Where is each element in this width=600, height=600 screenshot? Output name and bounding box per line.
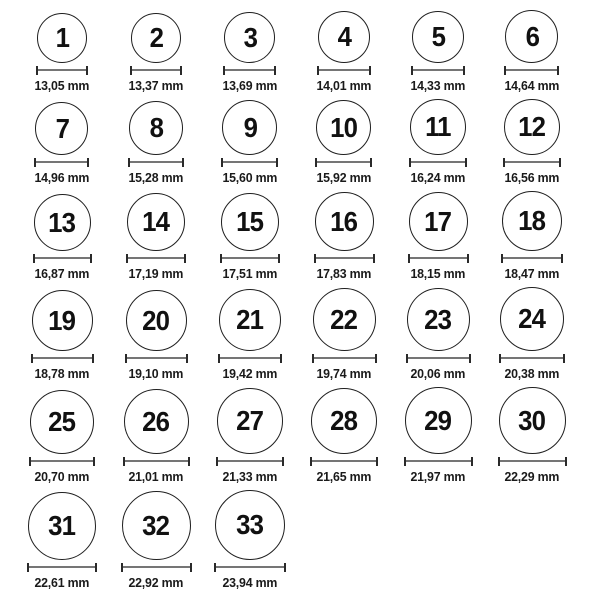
ring-size-number: 3 [243, 21, 257, 53]
ring-size-cell [406, 288, 471, 382]
ring-size-cell [404, 387, 473, 485]
diameter-measure-line [310, 457, 378, 466]
diameter-measure-line [314, 254, 375, 263]
ring-size-number: 4 [337, 21, 351, 52]
diameter-measure-line [33, 254, 92, 263]
ring-size-grid [15, 10, 600, 591]
diameter-label: 22,61 mm [34, 575, 90, 590]
diameter-measure-line [36, 66, 88, 75]
ring-size-cell [125, 290, 188, 382]
ring-size-cell [127, 13, 185, 94]
ring-size-circle [215, 490, 285, 560]
diameter-measure-line [221, 158, 278, 167]
ring-size-number: 19 [48, 304, 76, 336]
ring-size-number: 13 [48, 206, 76, 238]
ring-size-circle [409, 192, 468, 251]
ring-size-circle [34, 194, 91, 251]
ring-size-circle [505, 10, 558, 63]
diameter-label: 16,24 mm [410, 170, 466, 185]
ring-size-cell [312, 288, 377, 382]
diameter-measure-line [125, 354, 188, 363]
diameter-label: 13,05 mm [34, 78, 90, 93]
ring-size-number: 1 [55, 22, 69, 53]
ring-size-number: 29 [424, 404, 452, 436]
ring-size-circle [315, 192, 374, 251]
diameter-measure-line [121, 563, 192, 572]
diameter-measure-line [220, 254, 280, 263]
diameter-label: 16,87 mm [34, 266, 90, 281]
ring-size-number: 2 [149, 22, 163, 53]
ring-size-cell [221, 12, 279, 94]
diameter-measure-line [406, 354, 471, 363]
diameter-label: 13,37 mm [128, 78, 184, 93]
diameter-measure-line [504, 66, 559, 75]
diameter-measure-line [123, 457, 190, 466]
ring-size-number: 31 [48, 510, 76, 541]
ring-size-circle [499, 387, 566, 454]
ring-size-cell [221, 100, 279, 186]
diameter-measure-line [130, 66, 182, 75]
ring-size-number: 27 [236, 405, 264, 436]
ring-size-cell [314, 192, 375, 282]
ring-size-circle [316, 100, 371, 155]
ring-size-circle [412, 11, 464, 63]
ring-size-circle [313, 288, 376, 351]
ring-size-cell [408, 192, 469, 282]
ring-size-cell [27, 492, 97, 591]
diameter-measure-line [128, 158, 184, 167]
diameter-label: 22,29 mm [504, 469, 560, 484]
diameter-measure-line [214, 563, 286, 572]
diameter-label: 21,01 mm [128, 469, 184, 484]
diameter-label: 19,10 mm [128, 366, 184, 381]
ring-size-number: 21 [236, 304, 264, 335]
ring-size-circle [28, 492, 96, 560]
ring-size-number: 7 [55, 112, 69, 144]
diameter-label: 18,47 mm [504, 266, 560, 281]
ring-size-circle [35, 102, 88, 155]
ring-size-number: 10 [330, 111, 358, 143]
diameter-measure-line [31, 354, 94, 363]
diameter-measure-line [499, 354, 565, 363]
ring-size-cell [498, 387, 567, 485]
ring-size-circle [131, 13, 181, 63]
ring-size-number: 9 [243, 111, 257, 143]
diameter-label: 15,60 mm [222, 170, 278, 185]
diameter-label: 17,83 mm [316, 266, 372, 281]
diameter-measure-line [498, 457, 567, 466]
diameter-measure-line [27, 563, 97, 572]
ring-size-circle [221, 193, 279, 251]
ring-size-number: 24 [518, 303, 546, 334]
ring-size-number: 30 [518, 404, 546, 436]
diameter-measure-line [312, 354, 377, 363]
diameter-measure-line [218, 354, 282, 363]
diameter-label: 14,64 mm [504, 78, 560, 93]
diameter-label: 21,97 mm [410, 469, 466, 484]
ring-size-number: 33 [236, 509, 264, 540]
ring-size-cell [503, 10, 561, 94]
ring-size-number: 25 [48, 406, 76, 437]
ring-size-cell [501, 191, 563, 282]
ring-size-circle [224, 12, 275, 63]
diameter-label: 19,74 mm [316, 366, 372, 381]
ring-size-cell [126, 193, 186, 282]
diameter-label: 14,96 mm [34, 170, 90, 185]
ring-size-cell [214, 490, 286, 591]
ring-size-circle [318, 11, 370, 63]
diameter-label: 20,38 mm [504, 366, 560, 381]
ring-size-circle [410, 99, 466, 155]
ring-size-cell [409, 11, 467, 94]
ring-size-circle [500, 287, 564, 351]
ring-size-cell [127, 101, 185, 186]
diameter-label: 14,01 mm [316, 78, 372, 93]
ring-size-number: 20 [142, 304, 170, 336]
diameter-measure-line [126, 254, 186, 263]
ring-size-circle [405, 387, 472, 454]
ring-size-cell [123, 389, 190, 485]
diameter-measure-line [411, 66, 465, 75]
ring-size-circle [502, 191, 562, 251]
ring-size-number: 17 [424, 205, 452, 237]
ring-size-cell [220, 193, 280, 282]
ring-size-number: 28 [330, 405, 358, 436]
diameter-label: 13,69 mm [222, 78, 278, 93]
ring-size-circle [311, 388, 377, 454]
diameter-measure-line [34, 158, 89, 167]
ring-size-circle [126, 290, 187, 351]
ring-size-cell [409, 99, 467, 186]
ring-size-circle [37, 13, 87, 63]
ring-size-cell [33, 194, 92, 282]
ring-size-cell [503, 99, 561, 186]
diameter-label: 21,33 mm [222, 469, 278, 484]
diameter-label: 23,94 mm [222, 575, 278, 590]
ring-size-circle [219, 289, 281, 351]
diameter-label: 20,70 mm [34, 469, 90, 484]
diameter-label: 17,51 mm [222, 266, 278, 281]
ring-size-number: 23 [424, 303, 452, 335]
ring-size-cell [315, 100, 373, 186]
ring-size-cell [121, 491, 192, 591]
ring-size-number: 15 [236, 206, 264, 237]
ring-size-number: 26 [142, 405, 170, 437]
ring-size-number: 32 [142, 509, 170, 541]
ring-size-number: 16 [330, 205, 358, 237]
diameter-label: 22,92 mm [128, 575, 184, 590]
ring-size-cell [216, 388, 284, 485]
ring-size-cell [29, 390, 95, 485]
diameter-measure-line [29, 457, 95, 466]
diameter-measure-line [223, 66, 276, 75]
ring-size-circle [407, 288, 470, 351]
ring-size-number: 5 [431, 21, 445, 52]
diameter-measure-line [501, 254, 563, 263]
diameter-label: 21,65 mm [316, 469, 372, 484]
diameter-measure-line [216, 457, 284, 466]
ring-size-cell [499, 287, 565, 382]
ring-size-circle [127, 193, 185, 251]
diameter-label: 16,56 mm [504, 170, 560, 185]
diameter-label: 17,19 mm [128, 266, 184, 281]
ring-size-circle [32, 290, 93, 351]
diameter-label: 14,33 mm [410, 78, 466, 93]
diameter-measure-line [317, 66, 371, 75]
ring-size-cell [33, 13, 91, 94]
ring-size-circle [124, 389, 189, 454]
diameter-label: 18,78 mm [34, 366, 90, 381]
ring-size-cell [218, 289, 282, 382]
ring-size-number: 8 [149, 112, 163, 143]
diameter-label: 20,06 mm [410, 366, 466, 381]
ring-size-circle [30, 390, 94, 454]
diameter-measure-line [409, 158, 467, 167]
ring-size-cell [310, 388, 378, 485]
ring-size-number: 14 [142, 206, 170, 237]
ring-size-cell [315, 11, 373, 94]
ring-size-circle [504, 99, 560, 155]
diameter-measure-line [503, 158, 561, 167]
diameter-measure-line [315, 158, 372, 167]
ring-size-cell [33, 102, 91, 186]
diameter-measure-line [408, 254, 469, 263]
diameter-label: 18,15 mm [410, 266, 466, 281]
ring-size-number: 12 [518, 111, 546, 142]
diameter-label: 15,92 mm [316, 170, 372, 185]
ring-size-circle [122, 491, 191, 560]
ring-size-cell [31, 290, 94, 382]
ring-size-circle [217, 388, 283, 454]
ring-size-number: 11 [425, 111, 451, 142]
diameter-label: 15,28 mm [128, 170, 184, 185]
diameter-label: 19,42 mm [222, 366, 278, 381]
ring-size-number: 6 [525, 20, 539, 52]
ring-size-number: 22 [330, 303, 358, 335]
ring-size-number: 18 [518, 205, 546, 236]
ring-size-circle [222, 100, 277, 155]
ring-size-circle [129, 101, 183, 155]
diameter-measure-line [404, 457, 473, 466]
